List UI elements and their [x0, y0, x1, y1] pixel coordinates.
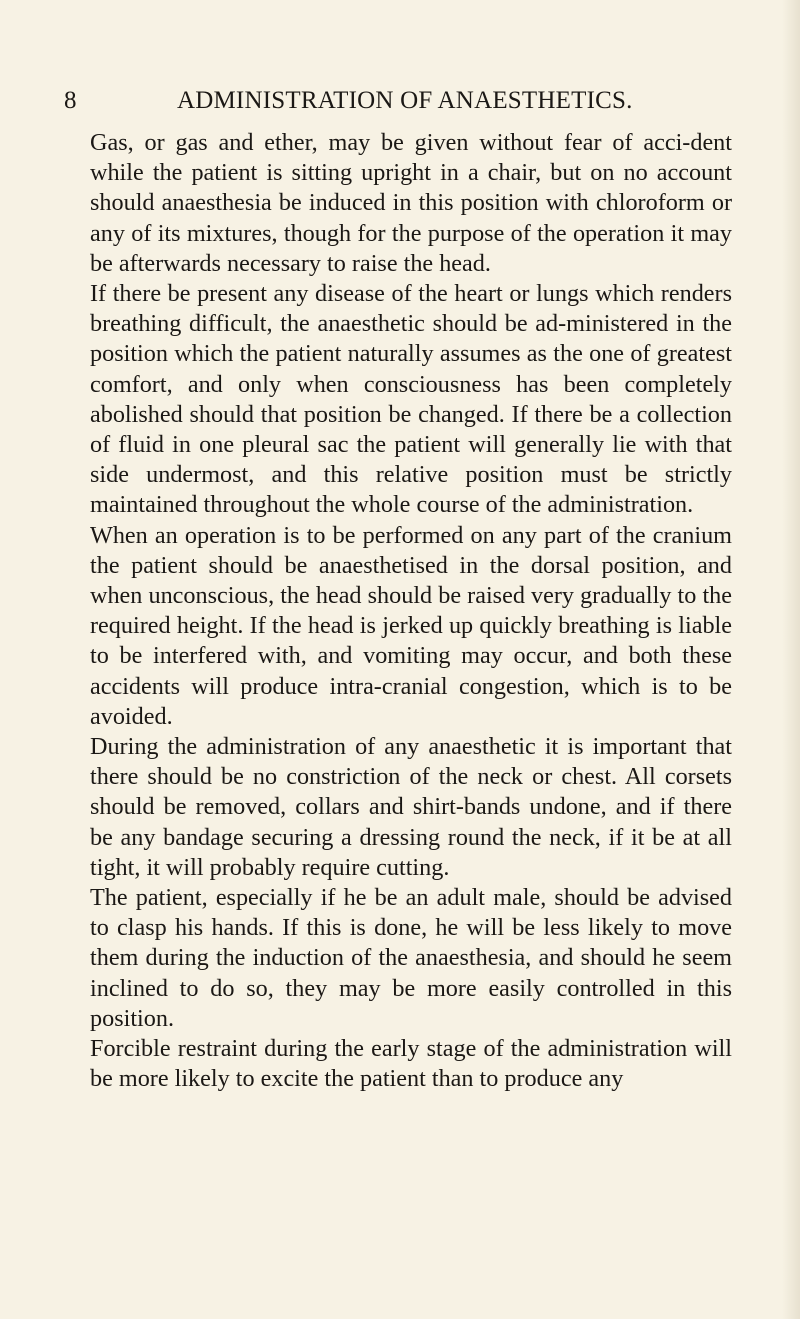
paragraph-heart-lungs: If there be present any disease of the heart or lungs which renders breathing difficult, the anaesthetic should be ad-ministered in the position which the patient naturally assumes as the one of greatest comfort, and only when consciousness has been completely abolished should that position be changed. If there be a collection of fluid in one pleural sac the patient will generally lie with that side undermost, and this relative position must be strictly maintained throughout the whole course of the administration. [90, 280, 732, 519]
paragraph-cranium: When an operation is to be performed on any part of the cranium the patient should be anaesthetised in the dorsal position, and when unconscious, the head should be raised very gradually to the required height. If the head is jerked up quickly breathing is liable to be interfered with, and vomiting may occur, and both these accidents will produce intra-cranial congestion, which is to be avoided. [90, 521, 732, 730]
paragraph-forcible-restraint: Forcible restraint during the early stage of the administration will be more likely to excite the patient than to produce any [90, 1035, 732, 1093]
paragraph-gas-ether: Gas, or gas and ether, may be given without fear of acci-dent while the patient is sitting upright in a chair, but on no account should anaesthesia be induced in this position with chloroform or any of its mixtures, though for the purpose of the operation it may be afterwards necessary to raise the head. [90, 129, 732, 277]
paragraph-clasp-hands: The patient, especially if he be an adult male, should be advised to clasp his hands. If this is done, he will be less likely to move them during the induction of the anaesthesia, and should he seem inclined to do so, they may be more easily controlled in this position. [90, 884, 732, 1032]
running-title: ADMINISTRATION OF ANAESTHETICS. [177, 87, 633, 114]
page-edge-shadow [782, 0, 800, 1319]
page-number: 8 [64, 87, 77, 114]
body-text [90, 128, 732, 1095]
page-header [64, 84, 714, 118]
paragraph-constriction: During the administration of any anaesthetic it is important that there should be no constriction of the neck or chest. All corsets should be removed, collars and shirt-bands undone, and if there be any bandage securing a dressing round the neck, if it be at all tight, it will probably require cutting. [90, 733, 732, 881]
